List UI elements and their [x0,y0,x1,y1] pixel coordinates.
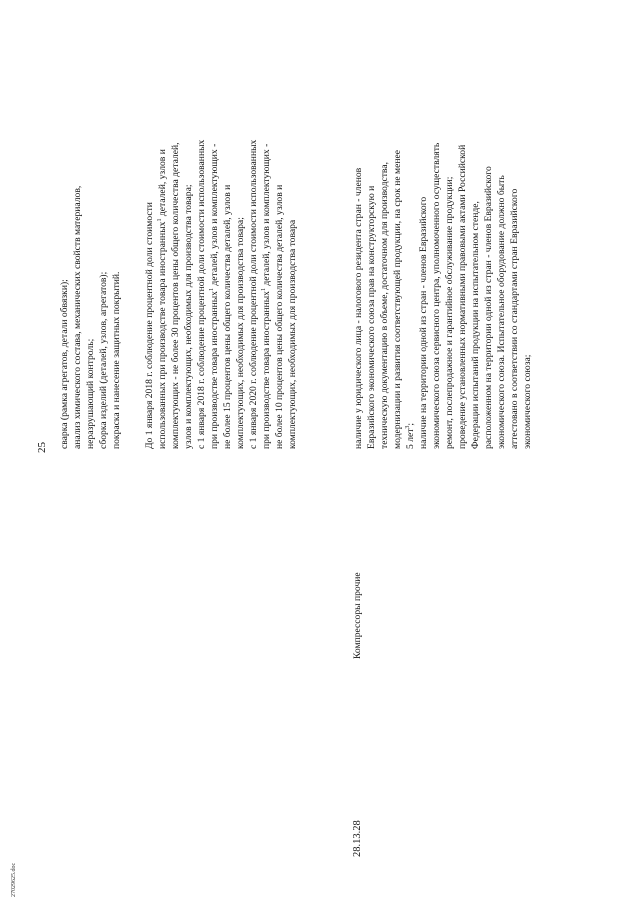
text-line: техническую документацию в объеме, достаточном для производства, [379,162,390,449]
text-line: не более 15 процентов цены общего количества деталей, узлов и [222,184,233,449]
text-line: узлов и комплектующих, необходимых для производства товара; [183,184,194,449]
text-line: расположенном на территории одной из стран - членов Евразийского [483,166,494,449]
text-line: экономического союза; [522,354,533,449]
text-fragment: при производстве товара иностранных [261,291,272,449]
text-line: сборка изделий (деталей, узлов, агрегатов); [98,271,109,449]
text-line: комплектующих - не более 30 процентов цены общего количества деталей, [170,142,181,449]
text-line [404,423,417,449]
text-line: анализ химического состава, механических свойств материалов, [72,185,83,449]
text-line [260,144,273,449]
text-fragment: деталей, узлов и комплектующих - [261,143,272,289]
text-line: аттестовано в соответствии со стандартами стран Евразийского [509,188,520,449]
text-line: ремонт, послепродажное и гарантийное обслуживание продукции; [444,176,455,449]
footnote-mark: 1 [261,288,267,292]
okpd-code: 28.13.28 [352,820,363,857]
text-line: экономического союза. Испытательное оборудование должно быть [496,175,507,449]
footnote-mark: 1 [157,218,163,222]
text-line: До 1 января 2018 г. соблюдение процентной доли стоимости [144,202,155,449]
text-line: с 1 января 2020 г. соблюдение процентной доли стоимости использованных [248,139,259,449]
footnote-mark: 3 [405,425,411,429]
text-line: комплектующих, необходимых для производства товара [287,219,298,449]
text-line: неразрушающий контроль; [85,338,96,449]
text-line: Евразийского экономического союза прав на конструкторскую и [366,185,377,449]
text-line: модернизации и развития соответствующей продукции, на срок не менее [392,149,403,449]
text-line: проведение установленных нормативными правовыми актами Российской [457,144,468,449]
text-line [208,144,221,449]
text-fragment: деталей, узлов и [157,149,168,219]
text-line: наличие на территории одной из стран - членов Евразийского [418,196,429,449]
text-line: сварка (рамка агрегатов, детали обвязки); [59,279,70,449]
text-line: наличие у юридического лица - налогового резидента стран - членов [353,167,364,449]
text-line: не более 10 процентов цены общего количества деталей, узлов и [274,184,285,449]
document-footer: 27029625.doc [11,862,17,897]
page-number: 25 [36,442,48,453]
text-line: с 1 января 2018 г. соблюдение процентной доли стоимости использованных [196,139,207,449]
text-line: комплектующих, необходимых для производства товара; [235,217,246,449]
text-fragment: деталей, узлов и комплектующих - [209,143,220,289]
footnote-mark: 1 [209,288,215,292]
text-fragment: использованных при производстве товара иностранных [157,221,168,449]
text-fragment: ; [405,422,416,426]
text-fragment: при производстве товара иностранных [209,291,220,449]
text-line: экономического союза сервисного центра, уполномоченного осуществлять [431,142,442,449]
text-line [156,149,169,449]
text-line: покраска и нанесение защитных покрытий. [111,271,122,449]
product-name: Компрессоры прочие [352,572,363,659]
text-line: Федерации испытаний продукции на испытательном стенде, [470,201,481,449]
text-fragment: 5 лет [405,428,416,449]
